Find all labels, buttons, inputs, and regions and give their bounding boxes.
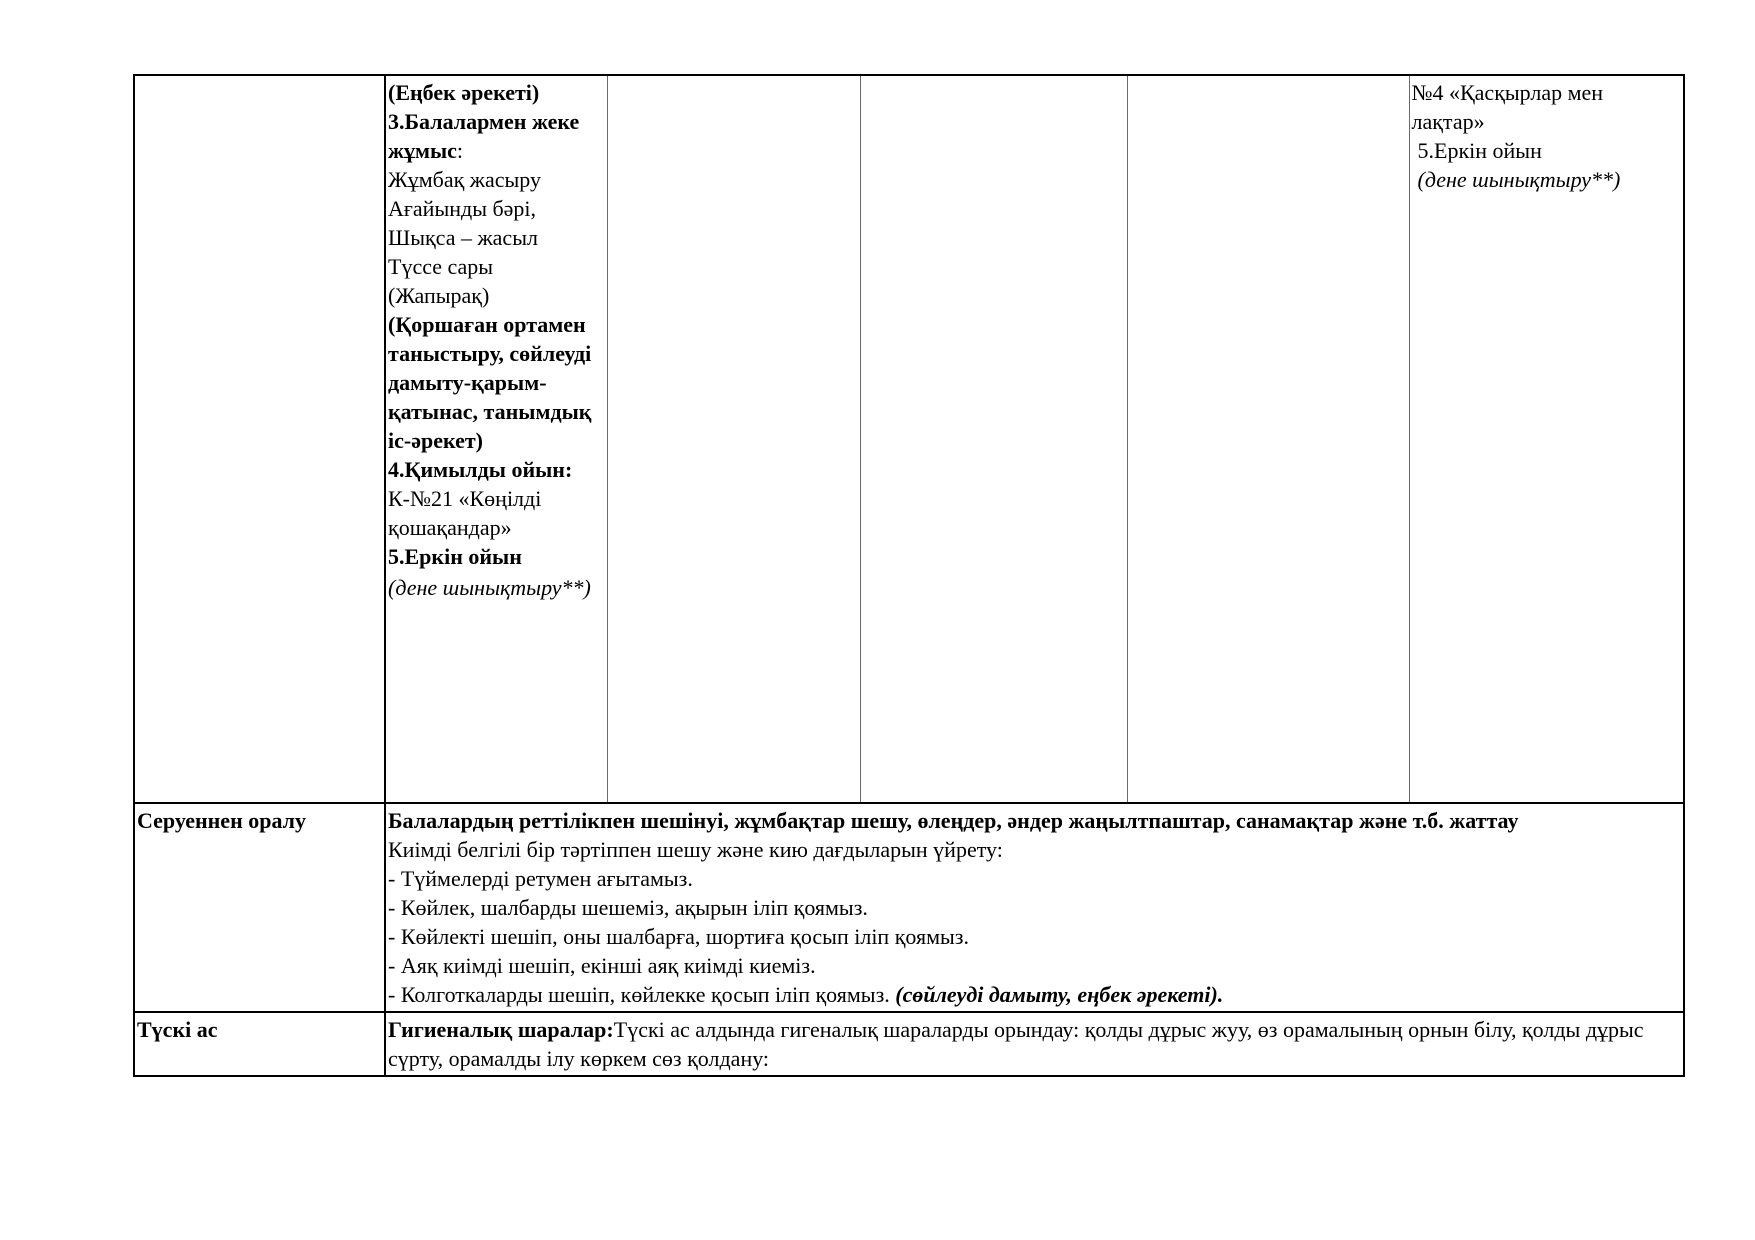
- return-from-walk-cell: [385, 803, 1684, 1012]
- activity-cell-col3: [607, 75, 860, 803]
- cell-line: Жұмбақ жасыру: [388, 167, 542, 192]
- cell-line: - Көйлек, шалбарды шешеміз, ақырын іліп қоямыз.: [388, 895, 868, 920]
- row-label: Түскі ас: [134, 1012, 385, 1076]
- cell-line: - Түймелерді ретумен ағытамыз.: [388, 866, 693, 891]
- table-row: [134, 1012, 1684, 1076]
- activity-cell-col5: [1127, 75, 1409, 803]
- cell-line: - Көйлекті шешіп, оны шалбарға, шортиға қосып іліп қоямыз.: [388, 924, 969, 949]
- activity-cell-col6: [1409, 75, 1684, 803]
- cell-line: 3.Балалармен жеке жұмыс:: [388, 109, 580, 163]
- schedule-table-wrapper: [133, 74, 1683, 1077]
- cell-line: (Жапырақ): [388, 283, 490, 308]
- activity-cell-col4: [860, 75, 1127, 803]
- cell-heading: Балалардың реттілікпен шешінуі, жұмбақтар шешу, өлеңдер, әндер жаңылтпаштар, санамақтар және т.б. жаттау: [388, 808, 1519, 833]
- activity-cell-col2: [385, 75, 607, 803]
- cell-line: Киімді белгілі бір тәртіппен шешу және кию дағдыларын үйрету:: [388, 837, 1003, 862]
- cell-text: Түскі ас алдында гигеналық шараларды орындау: қолды дұрыс жуу, өз орамалының орнын білу, қолды дұрыс сүрту, орамалды ілу көркем сөз қолдану:: [388, 1017, 1644, 1071]
- activity-tag: (сөйлеуді дамыту, еңбек әрекеті).: [895, 982, 1224, 1007]
- table-row: [134, 803, 1684, 1012]
- cell-line: 4.Қимылды ойын:: [388, 457, 573, 482]
- schedule-table: [133, 74, 1685, 1077]
- cell-line: №4 «Қасқырлар мен лақтар»: [1411, 80, 1604, 134]
- cell-line: К-№21 «Көңілді қошақандар»: [388, 486, 542, 540]
- row-label-cell-empty: [134, 75, 385, 803]
- cell-line: (дене шынықтыру**): [388, 575, 591, 600]
- cell-line: - Аяқ киімді шешіп, екінші аяқ киімді киеміз.: [388, 953, 816, 978]
- cell-line: Ағайынды бәрі,: [388, 196, 537, 221]
- cell-line: - Колготкаларды шешіп, көйлекке қосып іліп қоямыз. (сөйлеуді дамыту, еңбек әрекеті).: [388, 982, 1224, 1007]
- cell-line: 5.Еркін ойын: [1417, 138, 1542, 163]
- table-row: [134, 75, 1684, 803]
- cell-line: 5.Еркін ойын: [388, 544, 522, 569]
- row-label: Серуеннен оралу: [134, 803, 385, 1012]
- cell-line: (Еңбек әрекеті): [388, 80, 540, 105]
- lunch-cell: [385, 1012, 1684, 1076]
- cell-line: (Қоршаған ортамен таныстыру, сөйлеуді дамыту-қарым-қатынас, танымдық іс-әрекет): [388, 312, 592, 453]
- cell-line: (дене шынықтыру**): [1417, 167, 1621, 192]
- cell-line: Шықса – жасыл: [388, 225, 538, 250]
- cell-line: Түссе сары: [388, 254, 494, 279]
- cell-heading: Гигиеналық шаралар:: [388, 1017, 614, 1042]
